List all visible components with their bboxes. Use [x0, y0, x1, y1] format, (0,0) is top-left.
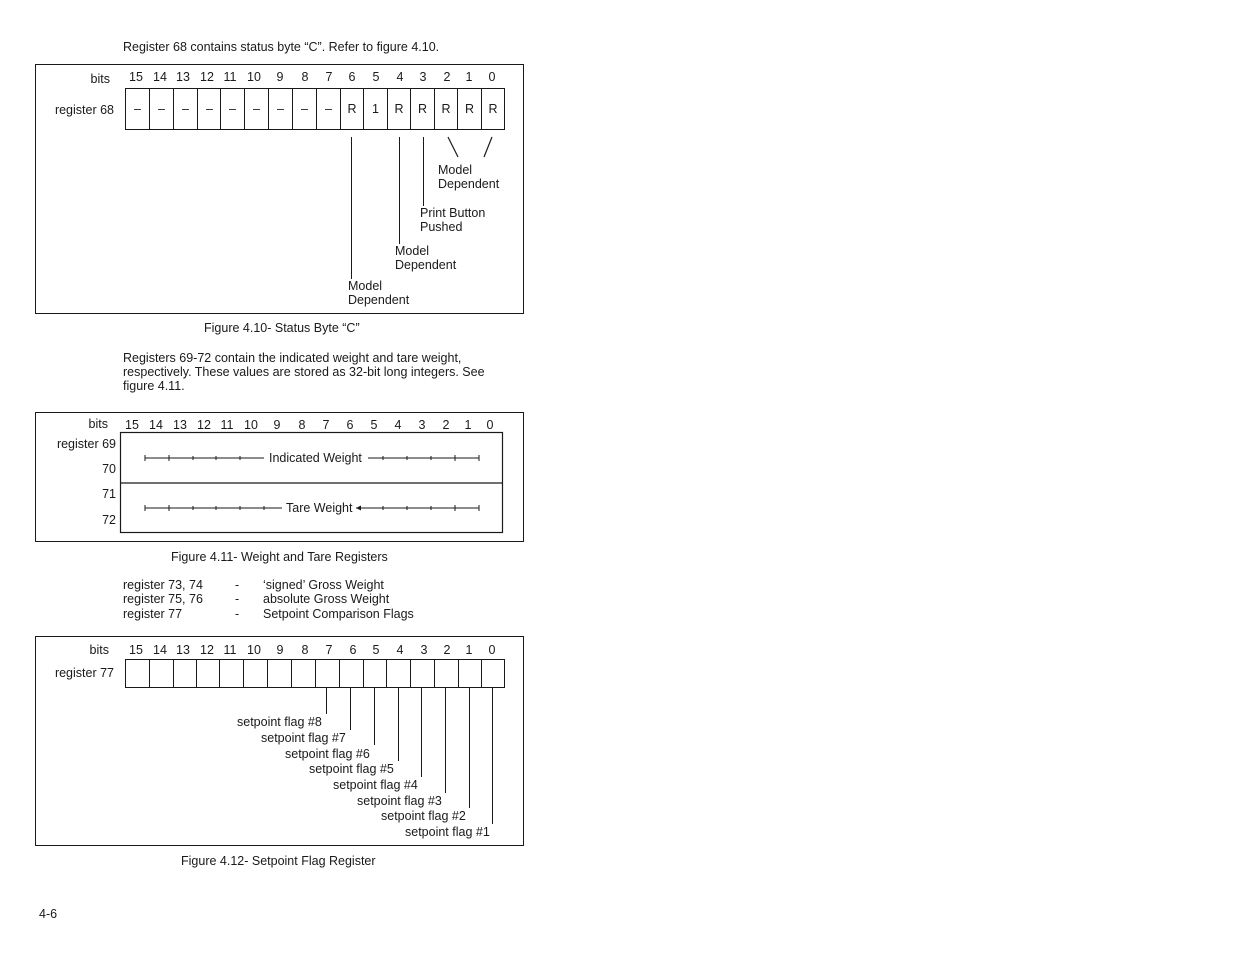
bit-cell — [315, 659, 340, 688]
bit-cell: – — [149, 88, 174, 130]
bit-number: 11 — [220, 418, 234, 432]
setpoint-flag-3-label: setpoint flag #3 — [357, 794, 442, 808]
bit-number: 8 — [298, 418, 306, 432]
callout-model-dependent-bit4 — [395, 244, 456, 272]
register-list-dash: - — [235, 578, 240, 592]
leader-line-flag-4 — [421, 688, 422, 777]
bit-cell: – — [244, 88, 269, 130]
setpoint-flag-5-label: setpoint flag #5 — [309, 762, 394, 776]
leader-line-flag-5 — [398, 688, 399, 761]
bit-number: 6 — [348, 70, 356, 84]
bit-number: 1 — [465, 643, 473, 657]
leader-line-flag-6 — [374, 688, 375, 745]
indicated-weight-label: Indicated Weight — [269, 451, 362, 465]
tare-weight-label: Tare Weight — [286, 501, 353, 515]
register-list-desc: ‘signed’ Gross Weight — [263, 578, 384, 592]
register-71-label: 71 — [102, 487, 116, 501]
bit-number: 11 — [223, 70, 237, 84]
paragraph-line: respectively. These values are stored as 32-bit long integers. See — [123, 365, 485, 379]
bit-number: 9 — [273, 418, 281, 432]
bit-cell — [481, 659, 505, 688]
paragraph-line: figure 4.11. — [123, 379, 185, 393]
register-list-reg: register 77 — [123, 607, 183, 621]
setpoint-flag-2-label: setpoint flag #2 — [381, 809, 466, 823]
leader-line-flag-1 — [492, 688, 493, 824]
figure-4-11-caption: Figure 4.11- Weight and Tare Registers — [171, 550, 388, 564]
figure-4-10-caption: Figure 4.10- Status Byte “C” — [204, 321, 360, 335]
bit-cell: R — [457, 88, 482, 130]
bit-number: 3 — [420, 643, 428, 657]
callout-text: Model — [395, 244, 430, 258]
bit-cell — [219, 659, 244, 688]
register-list-dash: - — [235, 607, 240, 621]
register-list-reg: register 73, 74 — [123, 578, 203, 592]
bit-cell — [339, 659, 364, 688]
bit-cell: R — [387, 88, 411, 130]
bit-cell — [410, 659, 435, 688]
bit-cell: – — [125, 88, 150, 130]
callout-text: Dependent — [438, 177, 500, 191]
bit-number: 12 — [200, 643, 214, 657]
weight-register-grid — [0, 0, 1, 1]
figure-4-12-caption: Figure 4.12- Setpoint Flag Register — [181, 854, 376, 868]
bit-cell — [291, 659, 316, 688]
bit-number: 8 — [301, 70, 309, 84]
register-77-label: register 77 — [54, 666, 114, 680]
bit-number: 13 — [173, 418, 187, 432]
bit-number: 4 — [396, 70, 404, 84]
bit-number: 6 — [346, 418, 354, 432]
bit-number: 4 — [396, 643, 404, 657]
bits-label-411: bits — [88, 417, 108, 431]
intro-registers-69-72 — [123, 351, 503, 393]
register-list-desc: absolute Gross Weight — [263, 592, 390, 606]
bit-number: 14 — [153, 643, 167, 657]
bit-number: 2 — [442, 418, 450, 432]
bit-cell — [196, 659, 220, 688]
bit-number: 9 — [276, 643, 284, 657]
bit-number: 11 — [223, 643, 237, 657]
callout-text: Dependent — [395, 258, 457, 272]
leader-line-flag-3 — [445, 688, 446, 793]
leader-line-flag-7 — [350, 688, 351, 730]
setpoint-flag-4-label: setpoint flag #4 — [333, 778, 418, 792]
bit-number: 7 — [322, 418, 330, 432]
callout-line-bit6 — [351, 137, 352, 279]
bit-number: 2 — [443, 70, 451, 84]
bit-number: 7 — [325, 643, 333, 657]
bit-cell — [363, 659, 387, 688]
bit-number: 2 — [443, 643, 451, 657]
callout-line-bit4 — [399, 137, 400, 244]
bit-cell — [149, 659, 174, 688]
bits-label-410: bits — [90, 72, 110, 86]
register-list-dash: - — [235, 592, 240, 606]
bit-number: 3 — [419, 70, 427, 84]
bit-cell — [458, 659, 482, 688]
bit-cell: – — [173, 88, 198, 130]
bit-number: 0 — [488, 70, 496, 84]
bit-cell: R — [410, 88, 435, 130]
bits-label-412: bits — [89, 643, 109, 657]
register-70-label: 70 — [102, 462, 116, 476]
bit-cell — [125, 659, 150, 688]
bit-cell: – — [292, 88, 317, 130]
callout-text: Pushed — [420, 220, 463, 234]
bit-number: 13 — [176, 643, 190, 657]
bit-number: 12 — [200, 70, 214, 84]
bit-number: 3 — [418, 418, 426, 432]
bit-number: 10 — [244, 418, 258, 432]
bit-number: 15 — [129, 70, 143, 84]
register-72-label: 72 — [102, 513, 116, 527]
callout-text: Model — [348, 279, 383, 293]
bit-cell — [243, 659, 268, 688]
bit-number: 6 — [349, 643, 357, 657]
bit-cell: R — [434, 88, 458, 130]
bit-number: 1 — [465, 70, 473, 84]
bit-number: 4 — [394, 418, 402, 432]
bit-cell — [267, 659, 292, 688]
bit-number: 8 — [301, 643, 309, 657]
bit-number: 5 — [372, 70, 380, 84]
bit-number: 10 — [247, 70, 261, 84]
bit-number: 14 — [153, 70, 167, 84]
bit-number: 10 — [247, 643, 261, 657]
bit-cell — [386, 659, 411, 688]
bit-cell: R — [340, 88, 364, 130]
register-68-label: register 68 — [54, 103, 114, 117]
bit-number: 5 — [372, 643, 380, 657]
intro-register-68: Register 68 contains status byte “C”. Refer to figure 4.10. — [123, 40, 440, 54]
paragraph-line: Registers 69-72 contain the indicated weight and tare weight, — [123, 351, 462, 365]
bit-number: 13 — [176, 70, 190, 84]
bit-cell: – — [316, 88, 341, 130]
bit-cell: R — [481, 88, 505, 130]
bit-number: 1 — [464, 418, 472, 432]
bit-cell — [434, 659, 459, 688]
register-69-label: register 69 — [56, 437, 116, 451]
bit-number: 14 — [149, 418, 163, 432]
bit-number: 15 — [129, 643, 143, 657]
bit-cell: – — [220, 88, 245, 130]
callout-text: Dependent — [348, 293, 410, 307]
bit-number: 9 — [276, 70, 284, 84]
callout-print-button-pushed — [420, 206, 485, 234]
leader-line-flag-2 — [469, 688, 470, 808]
bit-number: 0 — [488, 643, 496, 657]
bit-number: 12 — [197, 418, 211, 432]
bit-number: 15 — [125, 418, 139, 432]
callout-text: Print Button — [420, 206, 486, 220]
setpoint-flag-8-label: setpoint flag #8 — [237, 715, 322, 729]
bit-cell: – — [268, 88, 293, 130]
bit-number: 7 — [325, 70, 333, 84]
callout-text: Model — [438, 163, 473, 177]
leader-line-flag-8 — [326, 688, 327, 714]
register-list-desc: Setpoint Comparison Flags — [263, 607, 414, 621]
setpoint-flag-6-label: setpoint flag #6 — [285, 747, 370, 761]
page-number: 4-6 — [39, 907, 58, 921]
register-list-reg: register 75, 76 — [123, 592, 203, 606]
bit-number: 5 — [370, 418, 378, 432]
callout-model-dependent-bits-2-0 — [438, 163, 499, 191]
bit-cell: 1 — [363, 88, 388, 130]
setpoint-flag-1-label: setpoint flag #1 — [405, 825, 490, 839]
bit-number: 0 — [486, 418, 494, 432]
callout-line-bit3 — [423, 137, 424, 206]
setpoint-flag-7-label: setpoint flag #7 — [261, 731, 346, 745]
bit-cell: – — [197, 88, 222, 130]
bit-cell — [173, 659, 197, 688]
callout-model-dependent-bit6 — [348, 279, 409, 307]
